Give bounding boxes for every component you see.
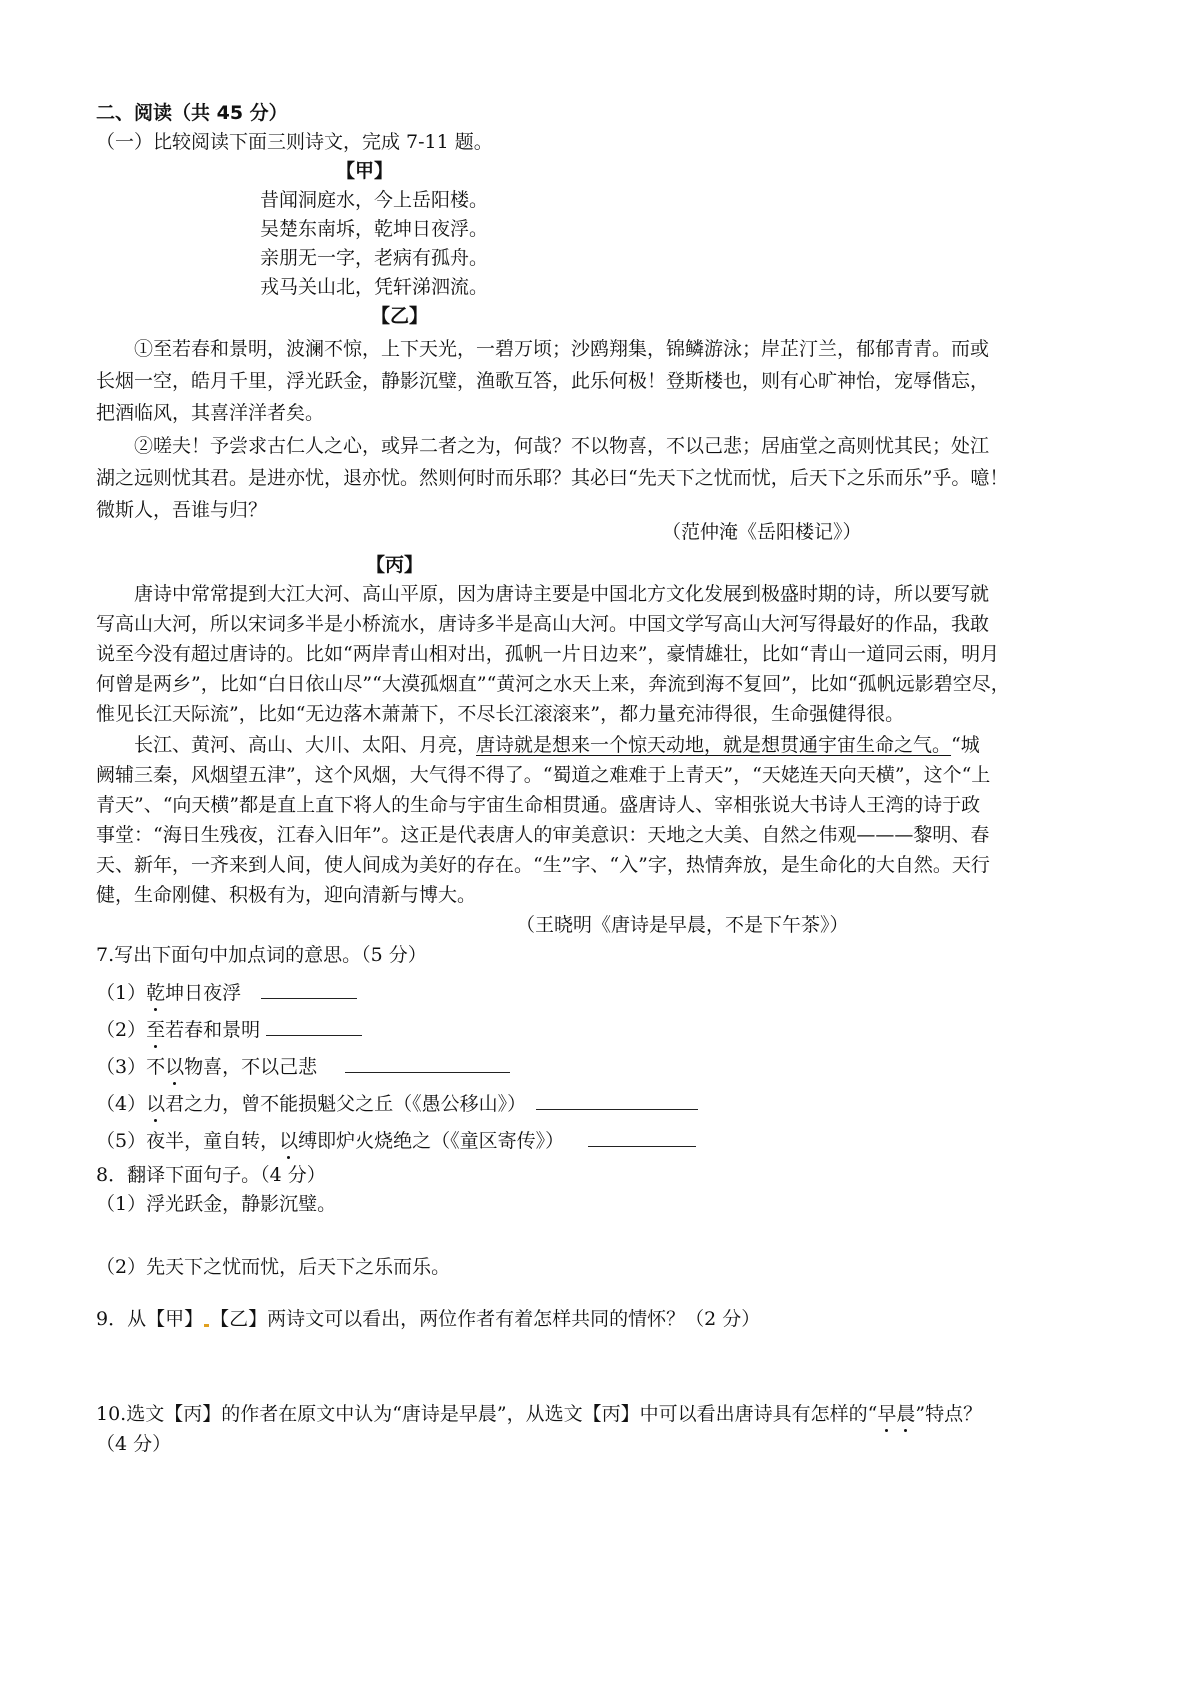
item-text: 物喜，不以己悲 [184, 1056, 318, 1078]
answer-blank[interactable] [588, 1126, 696, 1147]
section-heading: 二、阅读（共 45 分） [96, 102, 288, 124]
item-text: 坤日夜浮 [165, 982, 242, 1004]
q9-question [96, 1306, 760, 1332]
item-text: 缚即炉火烧绝之（《童区寄传》） [298, 1130, 565, 1152]
yi-paragraph-line: ①至若春和景明，波澜不惊，上下天光，一碧万顷；沙鸥翔集，锦鳞游泳；岸芷汀兰，郁郁青青。而或 [134, 338, 990, 360]
bing-paragraph-line: 健，生命刚健、积极有为，迎向清新与博大。 [96, 884, 477, 906]
bing-text: 长江、黄河、高山、大川、太阳、月亮， [134, 734, 477, 756]
q7-title: 7.写出下面句中加点词的意思。（5 分） [96, 944, 427, 966]
bing-label: 【丙】 [366, 554, 424, 576]
underlined-sentence: 唐诗就是想来一个惊天动地，就是想贯通宇宙生命之气。 [476, 734, 952, 756]
bing-source: （王晓明《唐诗是早晨，不是下午茶》） [516, 914, 849, 936]
q8-item-2: （2）先天下之忧而忧，后天下之乐而乐。 [96, 1256, 451, 1278]
dotted-word: 乾 [146, 982, 166, 1004]
yi-paragraph-line: ②嗟夫！予尝求古仁人之心，或异二者之为，何哉？不以物喜，不以己悲；居庙堂之高则忧其民；处江 [134, 435, 990, 457]
question-text: ”特点？ [915, 1403, 983, 1425]
yi-source: （范仲淹《岳阳楼记》） [662, 521, 862, 543]
q8-title: 8．翻译下面句子。（4 分） [96, 1164, 326, 1186]
dotted-word: 以 [165, 1056, 185, 1078]
question-text: 【乙】两诗文可以看出，两位作者有着怎样共同的情怀？（2 分） [210, 1308, 761, 1330]
jia-label: 【甲】 [336, 160, 394, 182]
item-number: （4） [96, 1093, 147, 1115]
item-number: （3） [96, 1056, 147, 1078]
bing-paragraph-line: 青天”、“向天横”都是直上直下将人的生命与宇宙生命相贯通。盛唐诗人、宰相张说大书诗人王湾的诗于政 [96, 794, 981, 816]
jia-line: 亲朋无一字，老病有孤舟。 [260, 247, 489, 269]
bing-paragraph-line: 唐诗中常常提到大江大河、高山平原，因为唐诗主要是中国北方文化发展到极盛时期的诗，所以要写就 [134, 583, 990, 605]
item-number: （2） [96, 1019, 147, 1041]
bing-paragraph-line: 天、新年，一齐来到人间，使人间成为美好的存在。“生”字、“入”字，热情奔放，是生命化的大自然。天行 [96, 854, 990, 876]
dotted-word: 早 [877, 1403, 897, 1425]
q7-item-2 [96, 1015, 362, 1041]
bing-paragraph-line [134, 732, 980, 758]
dotted-word: 晨 [896, 1403, 916, 1425]
item-number: （5） [96, 1130, 147, 1152]
q7-item-5 [96, 1126, 696, 1152]
q7-item-4 [96, 1089, 698, 1115]
bing-paragraph-line: 何曾是两乡”，比如“白日依山尽”“大漠孤烟直”“黄河之水天上来，奔流到海不复回”，比如“孤帆远影碧空尽， [96, 673, 1010, 695]
part1-instruction: （一）比较阅读下面三则诗文，完成 7-11 题。 [96, 131, 493, 153]
highlight-mark [204, 1324, 209, 1327]
yi-label: 【乙】 [371, 305, 429, 327]
q10-question [96, 1401, 982, 1427]
jia-line: 昔闻洞庭水，今上岳阳楼。 [260, 189, 489, 211]
bing-paragraph-line: 写高山大河，所以宋词多半是小桥流水，唐诗多半是高山大河。中国文学写高山大河写得最好的作品，我敢 [96, 613, 990, 635]
dotted-word: 以 [146, 1093, 166, 1115]
yi-paragraph-line: 长烟一空，皓月千里，浮光跃金，静影沉璧，渔歌互答，此乐何极！登斯楼也，则有心旷神怡，宠辱偕忘， [96, 370, 990, 392]
item-text: 不 [146, 1056, 166, 1078]
dotted-word: 至 [146, 1019, 166, 1041]
question-text: 9．从【甲】 [96, 1308, 204, 1330]
q7-item-1 [96, 978, 357, 1004]
dotted-word: 以 [279, 1130, 299, 1152]
bing-paragraph-line: 阙辅三秦，风烟望五津”，这个风烟，大气得不得了。“蜀道之难难于上青天”，“天姥连天向天横”，这个“上 [96, 764, 991, 786]
jia-line: 吴楚东南坼，乾坤日夜浮。 [260, 218, 489, 240]
answer-blank[interactable] [261, 978, 357, 999]
item-text: 若春和景明 [165, 1019, 261, 1041]
bing-paragraph-line: 事堂：“海日生残夜，江春入旧年”。这正是代表唐人的审美意识：天地之大美、自然之伟观———黎明、春 [96, 824, 990, 846]
bing-text: “城 [951, 734, 980, 756]
question-text: 10.选文【丙】的作者在原文中认为“唐诗是早晨”，从选文【丙】中可以看出唐诗具有怎样的“ [96, 1403, 878, 1425]
q10-score: （4 分） [96, 1433, 172, 1455]
answer-blank[interactable] [345, 1052, 510, 1073]
bing-paragraph-line: 说至今没有超过唐诗的。比如“两岸青山相对出，孤帆一片日边来”，豪情雄壮，比如“青山一道同云雨，明月 [96, 643, 1000, 665]
q8-item-1: （1）浮光跃金，静影沉璧。 [96, 1193, 337, 1215]
item-text: 夜半，童自转， [146, 1130, 280, 1152]
q7-item-3 [96, 1052, 510, 1078]
answer-blank[interactable] [266, 1015, 362, 1036]
yi-paragraph-line: 湖之远则忧其君。是进亦忧，退亦忧。然则何时而乐耶？其必曰“先天下之忧而忧，后天下之乐而乐”乎。噫！ [96, 467, 1009, 489]
item-text: 君之力，曾不能损魁父之丘（《愚公移山》） [165, 1093, 527, 1115]
yi-paragraph-line: 微斯人，吾谁与归？ [96, 499, 268, 521]
yi-paragraph-line: 把酒临风，其喜洋洋者矣。 [96, 402, 325, 424]
jia-line: 戎马关山北，凭轩涕泗流。 [260, 276, 489, 298]
bing-paragraph-line: 惟见长江天际流”，比如“无边落木萧萧下，不尽长江滚滚来”，都力量充沛得很，生命强健得很。 [96, 703, 905, 725]
item-number: （1） [96, 982, 147, 1004]
answer-blank[interactable] [536, 1089, 698, 1110]
